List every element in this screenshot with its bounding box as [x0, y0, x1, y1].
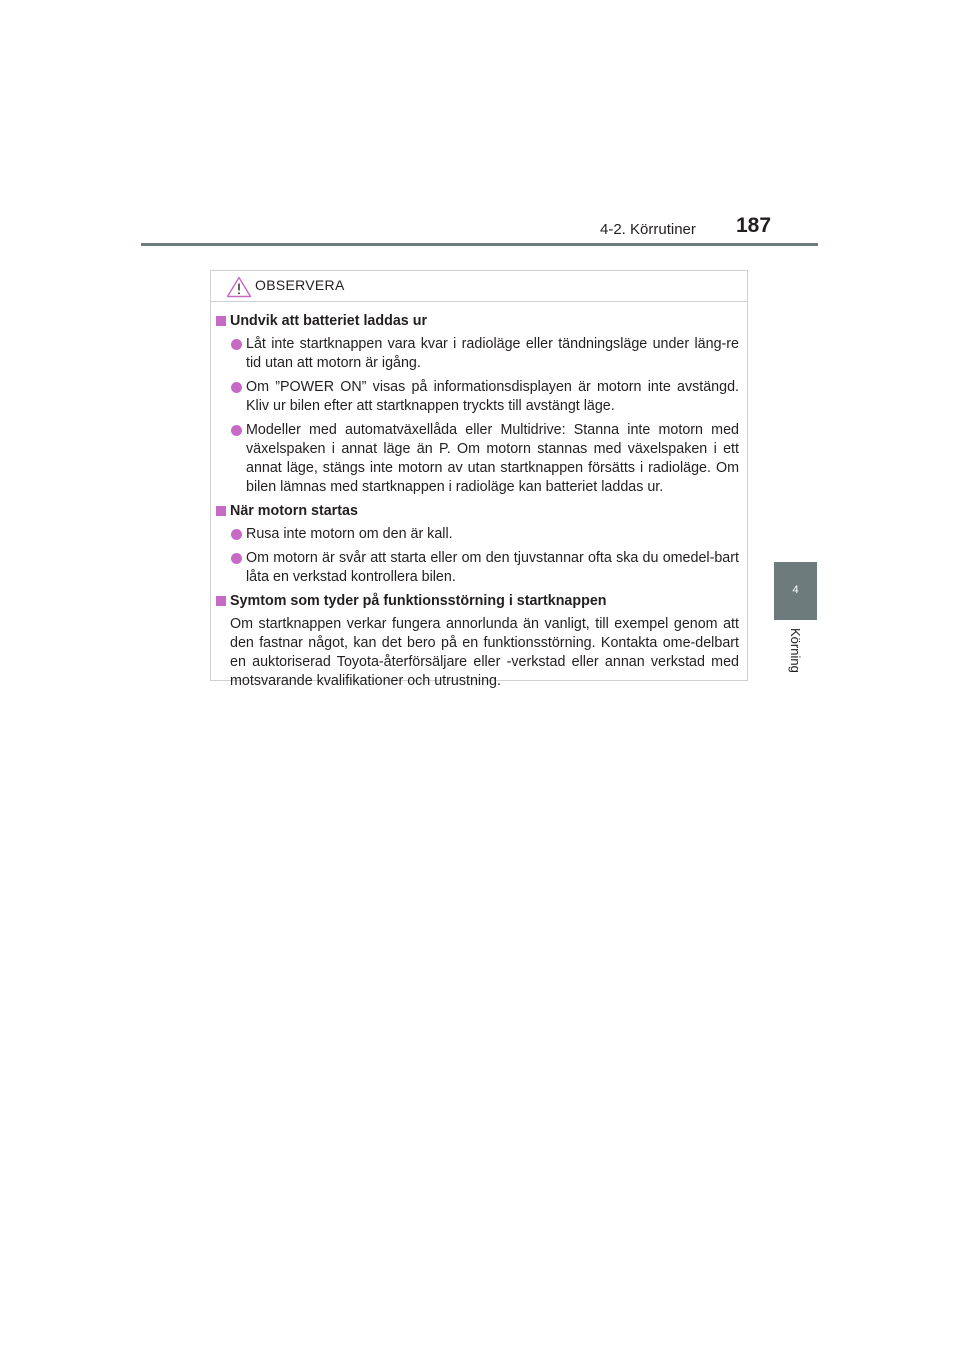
- round-bullet-icon: [231, 529, 242, 540]
- round-bullet-icon: [231, 382, 242, 393]
- round-bullet-icon: [231, 553, 242, 564]
- subheading-battery: [216, 312, 739, 331]
- header-rule: [141, 243, 818, 246]
- list-item-text: Rusa inte motorn om den är kall.: [246, 526, 453, 542]
- round-bullet-icon: [231, 339, 242, 350]
- list-item-text: Om motorn är svår att starta eller om den tjuvstannar ofta ska du omedel-bart låta en verkstad kontrollera bilen.: [246, 550, 739, 585]
- list-item-text: Modeller med automatväxellåda eller Multidrive: Stanna inte motorn med växelspaken i annat läge än P. Om motorn stannas med växelspaken i ett annat läge, stängs inte motorn av utan startknappen försätts i radioläge. Om bilen lämnas med startknappen i radioläge kan batteriet laddas ur.: [246, 422, 739, 495]
- square-bullet-icon: [216, 596, 226, 606]
- page-number: 187: [736, 214, 772, 237]
- chapter-label: Körning: [788, 628, 803, 673]
- list-item: [216, 335, 739, 373]
- list-item: [216, 421, 739, 497]
- warning-triangle-icon: [226, 276, 252, 298]
- subheading-malfunction: [216, 592, 739, 611]
- round-bullet-icon: [231, 425, 242, 436]
- square-bullet-icon: [216, 506, 226, 516]
- notice-box: [210, 270, 748, 689]
- list-item-text: Låt inte startknappen vara kvar i radioläge eller tändningsläge under läng-re tid utan att motorn är igång.: [246, 336, 739, 371]
- malfunction-paragraph: Om startknappen verkar fungera annorlunda än vanligt, till exempel genom att den fastnar något, kan det bero på en funktionsstörning. Kontakta ome-delbart en auktoriserad Toyota-återförsäljare eller -verkstad eller annan verkstad med motsvarande kvalifikationer och utrustning.: [230, 616, 739, 689]
- subheading-text: När motorn startas: [230, 503, 358, 519]
- notice-header: [211, 271, 747, 302]
- chapter-tab: [774, 562, 817, 620]
- list-item: [216, 525, 739, 544]
- list-item: [216, 549, 739, 587]
- notice-body: [211, 302, 747, 691]
- chapter-number: 4: [792, 584, 799, 596]
- notice-title: OBSERVERA: [255, 277, 345, 293]
- section-title: 4-2. Körrutiner: [600, 221, 696, 238]
- subheading-engine-start: [216, 502, 739, 521]
- subheading-text: Undvik att batteriet laddas ur: [230, 313, 428, 329]
- list-item-text: Om ”POWER ON” visas på informationsdisplayen är motorn inte avstängd. Kliv ur bilen efter att startknappen tryckts till avstängt läge.: [246, 379, 739, 414]
- square-bullet-icon: [216, 316, 226, 326]
- list-item: [216, 378, 739, 416]
- page-header: [0, 0, 960, 250]
- subheading-text: Symtom som tyder på funktionsstörning i startknappen: [230, 593, 607, 609]
